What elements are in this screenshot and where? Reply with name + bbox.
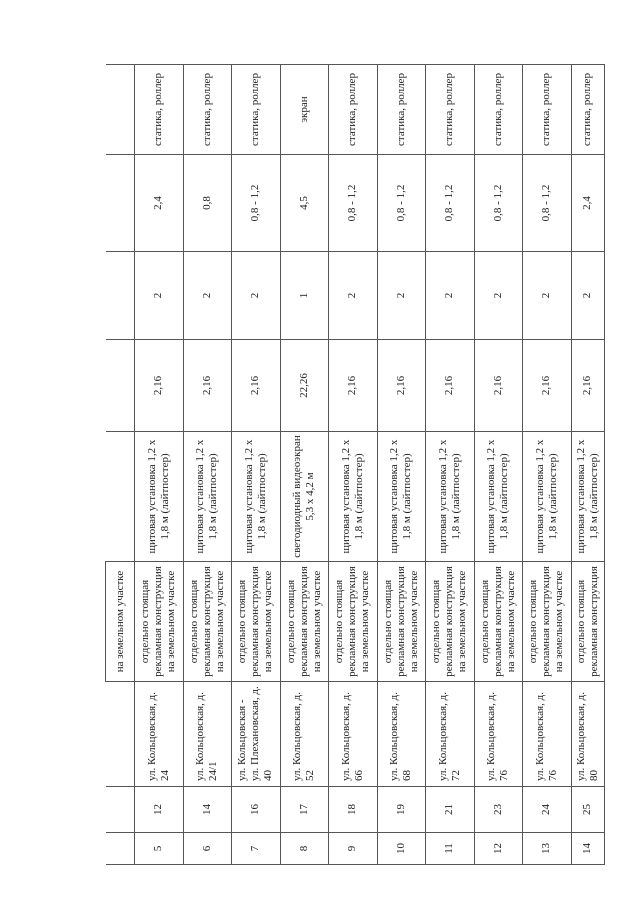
cell-distance: 2,4 xyxy=(135,155,184,252)
cell-structure-type: отдельно стоящая рекламная конструкция на земельном участке xyxy=(183,562,232,682)
cell-technology: статика, роллер xyxy=(474,65,523,155)
cell-structure-type: отдельно стоящая рекламная конструкция на земельном участке xyxy=(523,562,572,682)
cell-area: 2,16 xyxy=(329,340,378,432)
cell-structure-type: отдельно стоящая рекламная конструкция xyxy=(571,562,605,682)
cell-area: 2,16 xyxy=(232,340,281,432)
table-row xyxy=(232,65,281,865)
cell-address: ул. Кольцовская, д. 68 xyxy=(377,682,426,787)
cell-row-number: 13 xyxy=(523,833,572,865)
cell-structure-id: 23 xyxy=(474,787,523,833)
cell-technology: статика, роллер xyxy=(183,65,232,155)
cell-blank xyxy=(106,252,135,340)
cell-address: ул. Кольцовская, д. 80 xyxy=(571,682,605,787)
table-row xyxy=(523,65,572,865)
cell-sides: 1 xyxy=(280,252,329,340)
cell-area: 2,16 xyxy=(135,340,184,432)
cell-structure-type: отдельно стоящая рекламная конструкция на земельном участке xyxy=(426,562,475,682)
cell-description: щитовая установка 1,2 х 1,8 м (лайтпостер) xyxy=(377,432,426,562)
table-row xyxy=(377,65,426,865)
cell-area: 2,16 xyxy=(474,340,523,432)
cell-structure-id: 12 xyxy=(135,787,184,833)
cell-address: ул. Кольцовская, д. 24/1 xyxy=(183,682,232,787)
cell-address: ул. Кольцовская, д. 66 xyxy=(329,682,378,787)
cell-distance: 0,8 - 1,2 xyxy=(329,155,378,252)
table-row xyxy=(135,65,184,865)
cell-address: ул. Кольцовская - ул. Плехановская, д. 40 xyxy=(232,682,281,787)
cell-structure-type: отдельно стоящая рекламная конструкция на земельном участке xyxy=(329,562,378,682)
cell-blank xyxy=(106,833,135,865)
cell-area: 2,16 xyxy=(377,340,426,432)
cell-technology: экран xyxy=(280,65,329,155)
cell-description: щитовая установка 1,2 х 1,8 м (лайтпостер) xyxy=(426,432,475,562)
cell-sides: 2 xyxy=(183,252,232,340)
cell-sides: 2 xyxy=(232,252,281,340)
cell-row-number: 10 xyxy=(377,833,426,865)
cell-technology: статика, роллер xyxy=(523,65,572,155)
cell-description: щитовая установка 1,2 х 1,8 м (лайтпостер) xyxy=(329,432,378,562)
cell-sides: 2 xyxy=(135,252,184,340)
cell-address: ул. Кольцовская, д. 76 xyxy=(474,682,523,787)
cell-structure-id: 14 xyxy=(183,787,232,833)
table-row xyxy=(280,65,329,865)
table-row xyxy=(474,65,523,865)
cell-technology: статика, роллер xyxy=(426,65,475,155)
cell-structure-id: 25 xyxy=(571,787,605,833)
cell-structure-type: отдельно стоящая рекламная конструкция на земельном участке xyxy=(135,562,184,682)
cell-sides: 2 xyxy=(523,252,572,340)
rotated-page xyxy=(105,65,605,865)
cell-blank xyxy=(106,682,135,787)
cell-distance: 0,8 - 1,2 xyxy=(474,155,523,252)
cell-row-number: 6 xyxy=(183,833,232,865)
cell-area: 2,16 xyxy=(523,340,572,432)
cell-sides: 2 xyxy=(474,252,523,340)
cell-sides: 2 xyxy=(329,252,378,340)
cell-blank xyxy=(106,787,135,833)
cell-description: щитовая установка 1,2 х 1,8 м (лайтпостер) xyxy=(571,432,605,562)
cell-description: щитовая установка 1,2 х 1,8 м (лайтпостер) xyxy=(474,432,523,562)
cell-address: ул. Кольцовская, д. 76 xyxy=(523,682,572,787)
cell-blank xyxy=(106,432,135,562)
cell-sides: 2 xyxy=(377,252,426,340)
table-row xyxy=(426,65,475,865)
cell-structure-id: 18 xyxy=(329,787,378,833)
cell-address: ул. Кольцовская, д. 72 xyxy=(426,682,475,787)
cell-distance: 0,8 xyxy=(183,155,232,252)
cell-address: ул. Кольцовская, д. 24 xyxy=(135,682,184,787)
cell-row-number: 7 xyxy=(232,833,281,865)
cell-structure-type: отдельно стоящая рекламная конструкция на земельном участке xyxy=(377,562,426,682)
cell-technology: статика, роллер xyxy=(232,65,281,155)
cell-row-number: 14 xyxy=(571,833,605,865)
cell-row-number: 12 xyxy=(474,833,523,865)
cell-description: щитовая установка 1,2 х 1,8 м (лайтпостер) xyxy=(232,432,281,562)
cell-structure-id: 19 xyxy=(377,787,426,833)
cell-structure-id: 17 xyxy=(280,787,329,833)
cell-description: щитовая установка 1,2 х 1,8 м (лайтпостер) xyxy=(523,432,572,562)
cell-area: 22,26 xyxy=(280,340,329,432)
cell-distance: 0,8 - 1,2 xyxy=(523,155,572,252)
cell-structure-type: отдельно стоящая рекламная конструкция на земельном участке xyxy=(232,562,281,682)
table-row xyxy=(329,65,378,865)
cell-area: 2,16 xyxy=(426,340,475,432)
cell-structure-type: отдельно стоящая рекламная конструкция на земельном участке xyxy=(474,562,523,682)
cell-description: светодиодный видеоэкран 5,3 х 4,2 м xyxy=(280,432,329,562)
cell-technology: статика, роллер xyxy=(571,65,605,155)
advertising-structures-table xyxy=(105,64,605,865)
cell-technology: статика, роллер xyxy=(329,65,378,155)
continuation-row xyxy=(106,65,135,865)
cell-structure-type: отдельно стоящая рекламная конструкция на земельном участке xyxy=(280,562,329,682)
cell-blank xyxy=(106,65,135,155)
cell-address: ул. Кольцовская, д. 52 xyxy=(280,682,329,787)
cell-distance: 2,4 xyxy=(571,155,605,252)
cell-sides: 2 xyxy=(426,252,475,340)
cell-technology: статика, роллер xyxy=(135,65,184,155)
cell-row-number: 11 xyxy=(426,833,475,865)
cell-distance: 4,5 xyxy=(280,155,329,252)
cell-structure-id: 24 xyxy=(523,787,572,833)
cell-blank xyxy=(106,340,135,432)
cell-structure-id: 21 xyxy=(426,787,475,833)
table-row xyxy=(571,65,605,865)
table-row xyxy=(183,65,232,865)
cell-distance: 0,8 - 1,2 xyxy=(426,155,475,252)
cell-continuation: на земельном участке xyxy=(106,562,135,682)
cell-row-number: 9 xyxy=(329,833,378,865)
cell-technology: статика, роллер xyxy=(377,65,426,155)
cell-area: 2,16 xyxy=(571,340,605,432)
cell-distance: 0,8 - 1,2 xyxy=(232,155,281,252)
cell-blank xyxy=(106,155,135,252)
cell-description: щитовая установка 1,2 х 1,8 м (лайтпостер) xyxy=(135,432,184,562)
cell-distance: 0,8 - 1,2 xyxy=(377,155,426,252)
cell-sides: 2 xyxy=(571,252,605,340)
cell-area: 2,16 xyxy=(183,340,232,432)
cell-description: щитовая установка 1,2 х 1,8 м (лайтпостер) xyxy=(183,432,232,562)
cell-row-number: 5 xyxy=(135,833,184,865)
cell-row-number: 8 xyxy=(280,833,329,865)
cell-structure-id: 16 xyxy=(232,787,281,833)
